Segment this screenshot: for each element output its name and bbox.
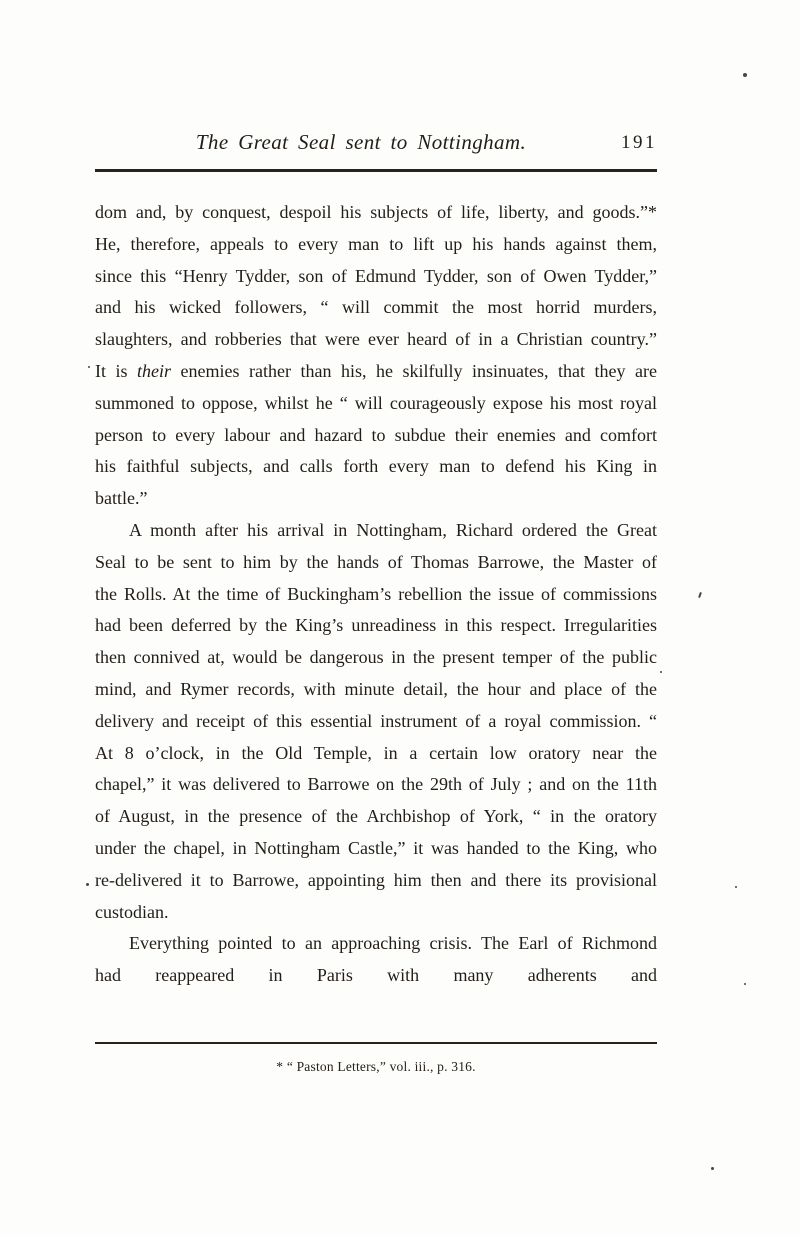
running-title: The Great Seal sent to Nottingham. bbox=[195, 130, 527, 154]
scan-speck bbox=[86, 883, 89, 886]
scan-speck bbox=[711, 1167, 714, 1170]
scan-speck bbox=[743, 73, 747, 77]
text-segment: enemies rather than his, he skilfully insinuates, that they are summoned to oppose, whilst he “ will courageously expose his most royal person to every labour and hazard to subdue their enemies and comfort his faithful subjects, and calls forth every man to defend his King in battle.” bbox=[95, 360, 657, 509]
paragraph bbox=[95, 197, 657, 515]
header-rule bbox=[95, 169, 657, 172]
text-segment: A month after his arrival in Nottingham, Richard ordered the Great Seal to be sent to him by the hands of Thomas Barrowe, the Master of the Rolls. At the time of Buckingham’s rebellion the issue of commissions had been deferred by the King’s unreadiness in this respect. Irregularities then connived at, would be dangerous in the present temper of the public mind, and Rymer records, with minute detail, the hour and place of the delivery and receipt of this essential instrument of a royal commission. “ At 8 o’clock, in the Old Temple, in a certain low oratory near the chapel,” it was delivered to Barrowe on the 29th of July ; and on the 11th of August, in the presence of the Archbishop of York, “ in the oratory under the chapel, in Nottingham Castle,” it was handed to the King, who re-delivered it to Barrowe, appointing him then and there its provisional custodian. bbox=[95, 519, 657, 922]
scan-speck bbox=[744, 983, 746, 985]
italic-word: their bbox=[137, 360, 172, 381]
body-text bbox=[95, 197, 657, 992]
text-block bbox=[95, 130, 657, 992]
paragraph bbox=[95, 515, 657, 928]
text-segment: Everything pointed to an approaching crisis. The Earl of Richmond had reappeared in Paris with many adherents and bbox=[95, 933, 657, 986]
footnote: * “ Paston Letters,” vol. iii., p. 316. bbox=[276, 1059, 476, 1074]
scan-speck bbox=[660, 671, 662, 673]
paragraph bbox=[95, 928, 657, 992]
text-segment: dom and, by conquest, despoil his subjects of life, liberty, and goods.”* He, therefore, appeals to every man to lift up his hands against them, since this “Henry Tydder, son of Edmund Tydder, son of Owen Tydder,” and his wicked followers, “ will commit the most horrid murders, slaughters, and robberies that were ever heard of in a Christian country.” It is bbox=[95, 202, 657, 381]
scan-speck bbox=[698, 592, 702, 598]
page-header bbox=[95, 130, 657, 164]
footnote-rule bbox=[95, 1042, 657, 1044]
page-number: 191 bbox=[621, 132, 657, 153]
scan-speck bbox=[88, 366, 90, 368]
scan-speck bbox=[735, 886, 737, 888]
